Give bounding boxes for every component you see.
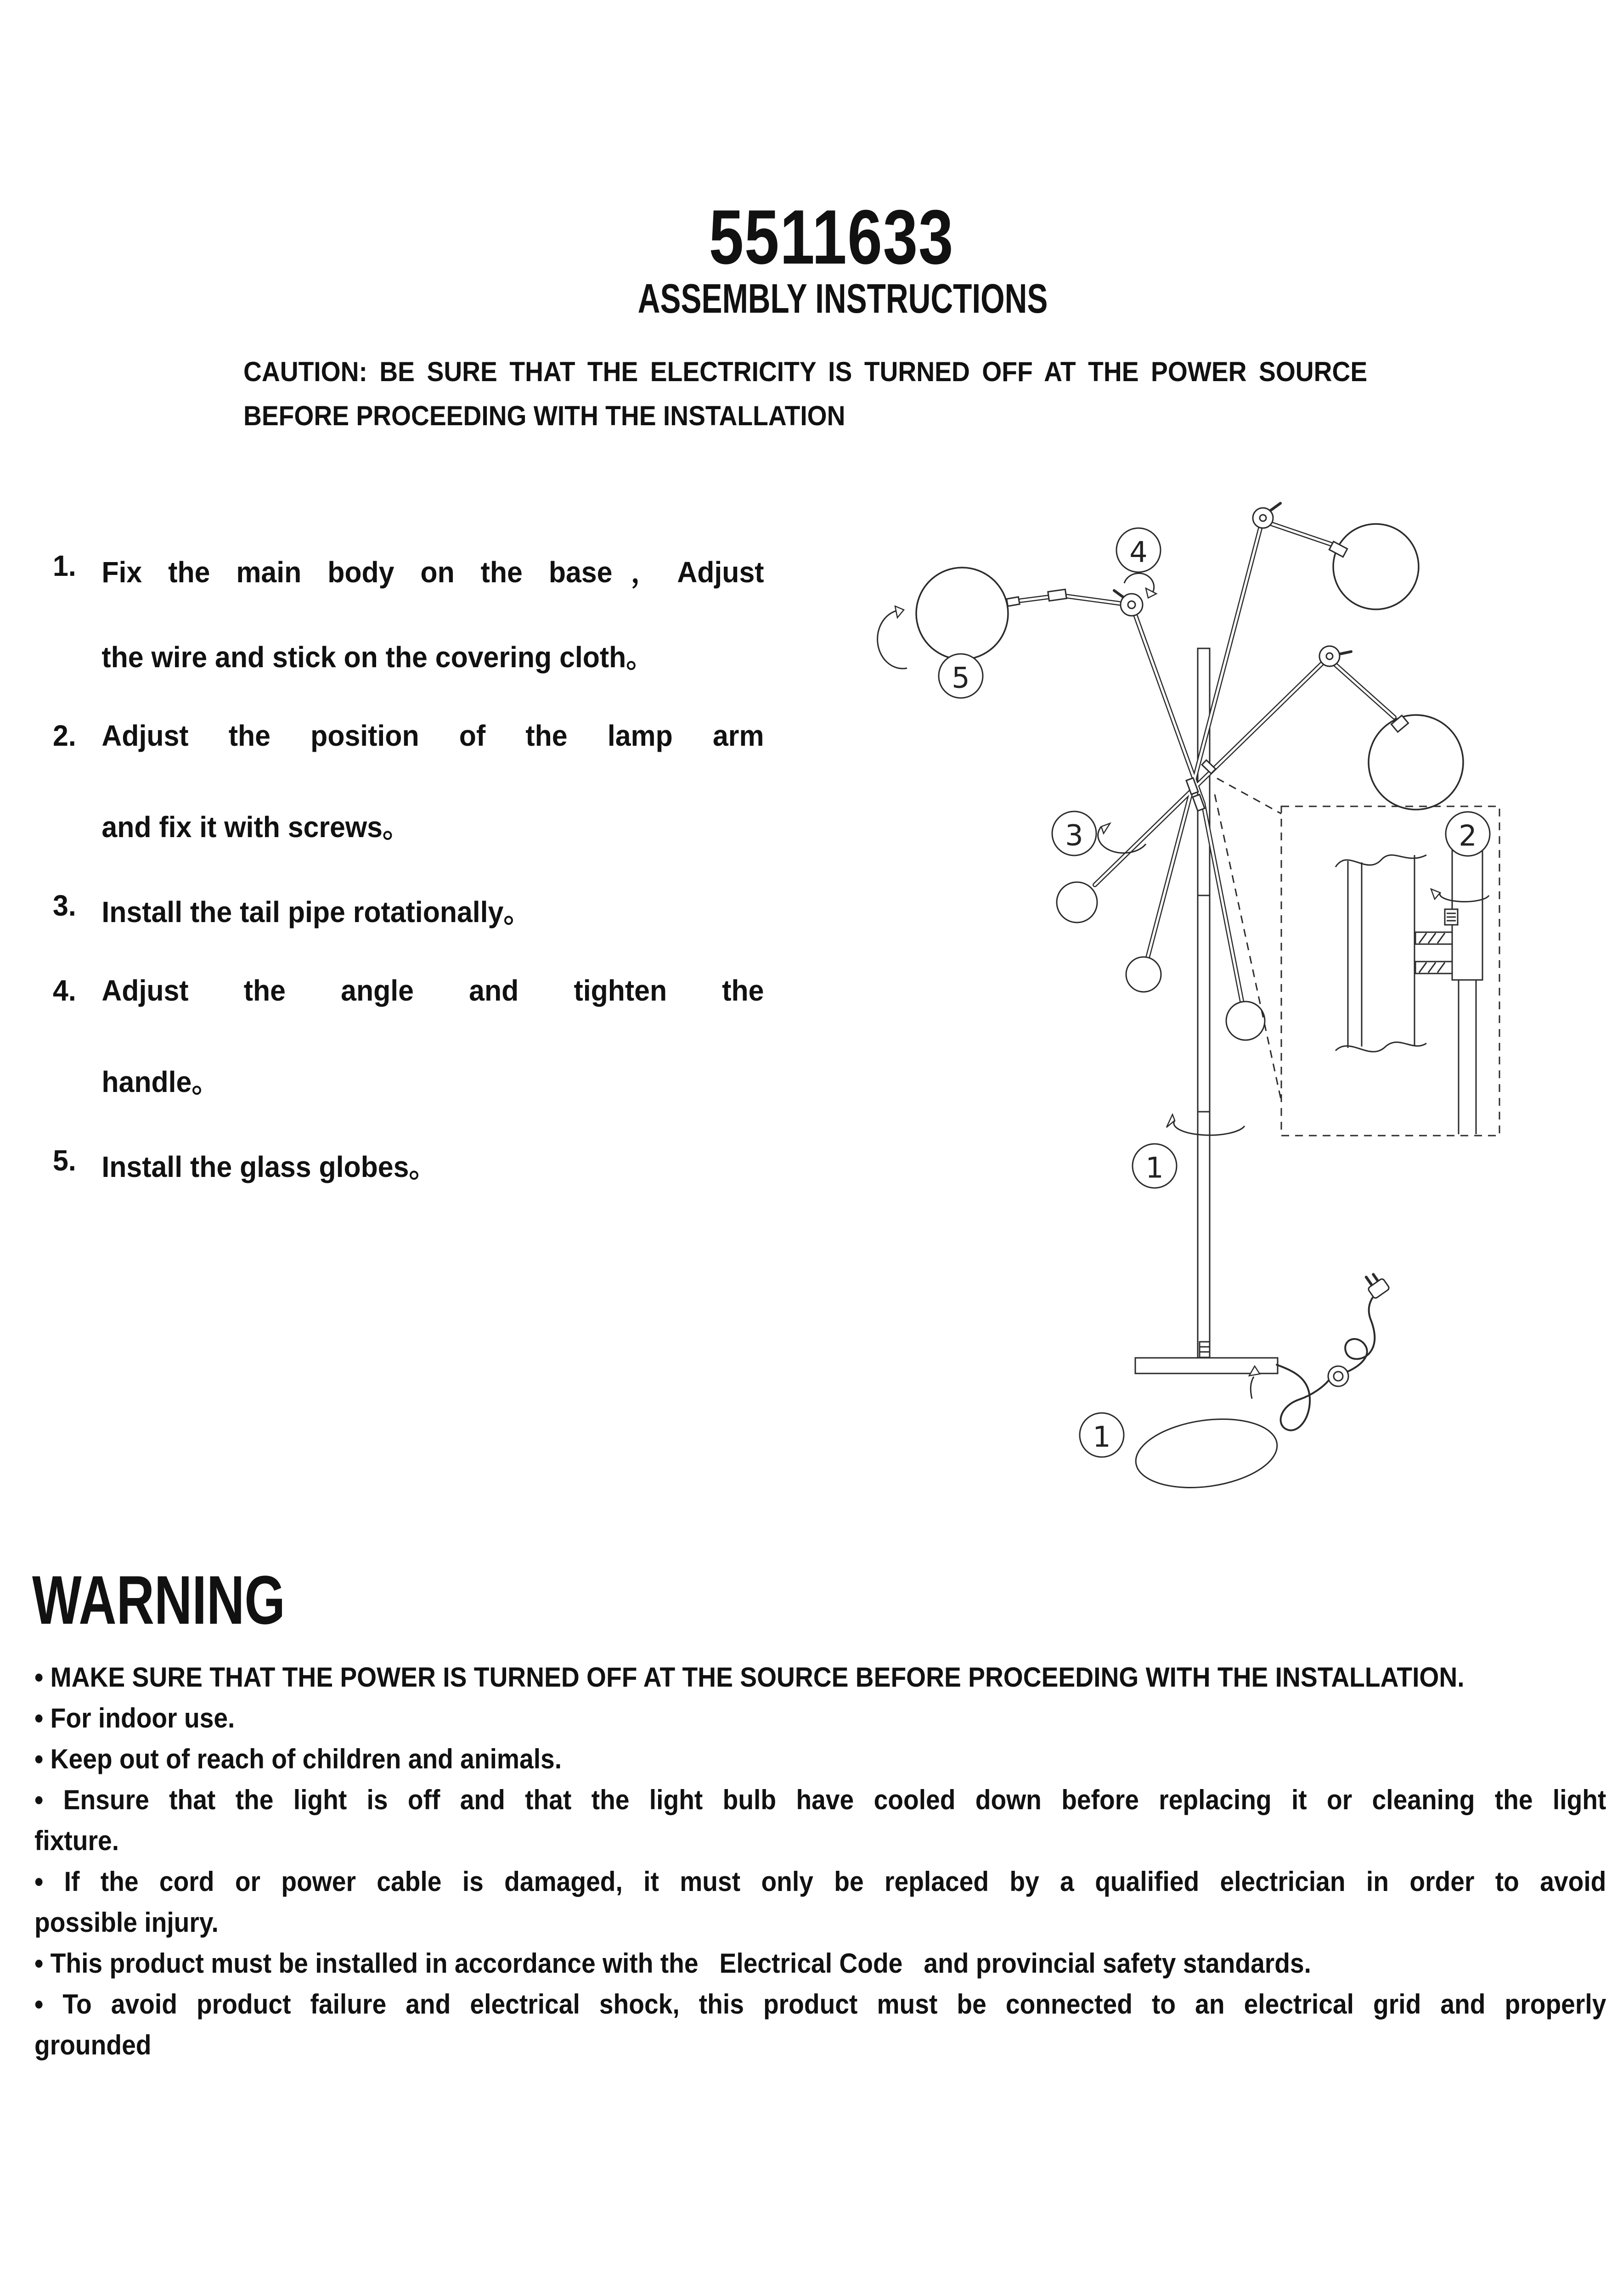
callout-5 (939, 654, 983, 698)
warning-line: • Ensure that the light is off and that the light bulb have cooled down before replacing it or cleaning the light (34, 1784, 1606, 1815)
globe-connector (1007, 597, 1020, 606)
power-cord (1277, 1297, 1375, 1430)
callout-3-label: 3 (1065, 818, 1083, 852)
step-4-text: Adjust the angle and tighten the (101, 974, 764, 1007)
step-3-text: Install the tail pipe rotationally。 (101, 895, 532, 929)
step-3-number: 3. (53, 889, 76, 922)
callout-4-label: 4 (1129, 535, 1148, 569)
glass-globe-top-right (1333, 524, 1419, 609)
glass-globe-left (916, 568, 1008, 659)
foot-switch (1328, 1366, 1348, 1386)
caution-line-2: BEFORE PROCEEDING WITH THE INSTALLATION (243, 400, 845, 431)
page-header (0, 193, 1623, 281)
step-2-line-1 (53, 719, 764, 760)
step-4-number: 4. (53, 974, 76, 1007)
lamp-line-drawing (850, 459, 1623, 1515)
tail-pipe-ball (1126, 957, 1161, 992)
detail-leader (1217, 778, 1281, 814)
rotate-arrow (878, 573, 1245, 1135)
warning-line: • For indoor use. (34, 1703, 235, 1733)
warning-line: • If the cord or power cable is damaged, it must only be replaced by a qualified electrician in order to avoid (34, 1866, 1606, 1897)
tail-pipe-ball (1057, 882, 1097, 923)
callout-5-label: 5 (952, 661, 970, 695)
screw-threads (1415, 932, 1452, 974)
power-plug (1362, 1270, 1390, 1299)
detail-leader (1215, 794, 1281, 1101)
warning-line: fixture. (34, 1825, 119, 1856)
warning-line: • Keep out of reach of children and animals. (34, 1744, 562, 1774)
step-1-number: 1. (53, 549, 76, 582)
callout-2-label: 2 (1459, 819, 1477, 853)
callout-3 (1052, 811, 1096, 855)
callout-2 (1446, 812, 1490, 856)
pole-base-joint (1200, 1342, 1210, 1357)
warning-title: WARNING (32, 1561, 285, 1638)
step-1-line-1 (53, 549, 764, 590)
step-1-line-2: the wire and stick on the covering cloth。 (101, 641, 654, 674)
step-3-line-1 (53, 889, 764, 930)
page-title: ASSEMBLY INSTRUCTIONS (637, 276, 1048, 322)
up-arrow (1251, 1377, 1254, 1399)
callout-1-pole (1133, 1144, 1177, 1188)
caution-block (243, 350, 1367, 438)
covering-cloth (1131, 1411, 1281, 1496)
warning-line: • MAKE SURE THAT THE POWER IS TURNED OFF AT THE SOURCE BEFORE PROCEEDING WITH THE INSTALLATION. (34, 1662, 1465, 1693)
callout-1-base-label: 1 (1093, 1420, 1111, 1454)
callout-1-base (1080, 1413, 1124, 1457)
product-number: 5511633 (709, 194, 954, 280)
assembly-diagram (850, 459, 1623, 1515)
pole-joint-detail (1336, 837, 1489, 1134)
warning-line: • This product must be installed in accordance with the Electrical Code and provincial safety standards. (34, 1948, 1312, 1979)
step-5-number: 5. (53, 1144, 76, 1177)
step-5-text: Install the glass globes。 (101, 1150, 437, 1183)
step-4-line-2: handle。 (101, 1065, 220, 1098)
page-subtitle-wrap (0, 276, 1623, 323)
tail-pipe-ball (1226, 1002, 1265, 1040)
callout-4 (1116, 528, 1161, 572)
callout-1-pole-label: 1 (1145, 1151, 1164, 1185)
warning-line: • To avoid product failure and electrical shock, this product must be connected to an electrical grid and properly (34, 1989, 1606, 2020)
step-4-line-1 (53, 974, 764, 1015)
step-1-text: Fix the main body on the base，Adjust (101, 556, 764, 589)
warning-line: grounded (34, 2030, 152, 2060)
caution-line-1: CAUTION: BE SURE THAT THE ELECTRICITY IS TURNED OFF AT THE POWER SOURCE (243, 356, 1368, 387)
warning-line: possible injury. (34, 1907, 219, 1938)
step-5-line-1 (53, 1143, 764, 1185)
elbow-joint-right (1319, 646, 1351, 666)
set-screw (1445, 909, 1458, 925)
glass-globe-right (1369, 715, 1463, 810)
step-2-number: 2. (53, 719, 76, 752)
step-2-text: Adjust the position of the lamp arm (101, 719, 764, 752)
step-2-line-2: and fix it with screws。 (101, 810, 411, 844)
arm-coupling (1048, 589, 1066, 601)
